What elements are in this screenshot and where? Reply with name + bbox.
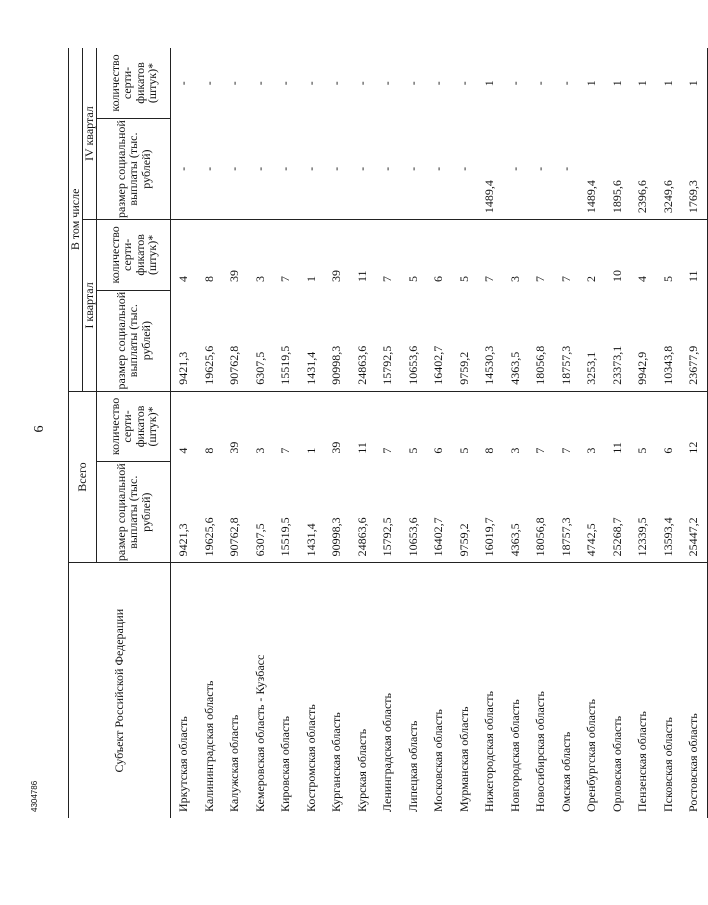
cell-total-count: 1 [299,391,325,461]
cell-q4-amount: - [507,166,522,171]
cell-q4-amount: - [329,166,344,171]
cell-q1-count: 3 [503,220,529,290]
cell-q4-amount: - [303,166,318,171]
cell-q1-amount: 15792,5 [380,345,395,385]
cell-q4-count: - [278,81,293,86]
cell-q1-amount: 3253,1 [584,351,599,385]
cell-total-amount: 24863,6 [354,517,369,557]
cell-q4-count: - [431,81,446,86]
cell-total-count: 8 [197,391,223,461]
cell-total-count: 39 [222,391,248,461]
header-q4-amount: размер социальной выплаты (тыс. рублей) [97,118,171,219]
cell-q4-amount: - [456,166,471,171]
cell-q1-count: 7 [528,220,554,290]
cell-q1-count: 39 [324,220,350,290]
header-q1: I квартал [83,220,97,392]
cell-q4-count: - [252,81,267,86]
table-row [503,48,529,818]
cell-q1-count: 10 [605,220,631,290]
cell-region: Липецкая область [401,563,427,818]
table-row [171,48,197,818]
header-q4-count: количество серти- фикатов (штук)* [97,48,171,118]
cell-total-count: 5 [630,391,656,461]
cell-q4-count: 1 [482,80,497,87]
cell-q1-amount: 18056,8 [533,345,548,385]
cell-q4-amount: - [533,166,548,171]
cell-q4-count: - [405,81,420,86]
cell-total-amount: 90762,8 [227,517,242,557]
table-row [197,48,223,818]
cell-q1-count: 5 [401,220,427,290]
cell-total-amount: 12339,5 [635,517,650,557]
table-header [69,48,171,818]
table-row [579,48,605,818]
cell-q4-count: 1 [609,80,624,87]
cell-q4-count: - [507,81,522,86]
cell-q1-count: 4 [630,220,656,290]
cell-q1-count: 11 [681,220,707,290]
cell-region: Оренбургская область [579,563,605,818]
cell-region: Московская область [426,563,452,818]
cell-q1-count: 7 [273,220,299,290]
cell-total-count: 7 [273,391,299,461]
table-row [273,48,299,818]
cell-q1-count: 6 [426,220,452,290]
cell-q4-amount: 1895,6 [609,180,624,214]
cell-q4-count: 1 [660,80,675,87]
header-total-amount: размер социальной выплаты (тыс. рублей) [97,462,171,563]
subsidy-table [68,48,708,818]
cell-total-count: 7 [375,391,401,461]
table-row [324,48,350,818]
cell-q1-amount: 90998,3 [329,345,344,385]
cell-region: Новосибирская область [528,563,554,818]
cell-region: Орловская область [605,563,631,818]
cell-q4-amount: 2396,6 [635,180,650,214]
cell-region: Нижегородская область [477,563,503,818]
cell-q1-amount: 9759,2 [456,351,471,385]
cell-q4-amount: - [278,166,293,171]
header-subject: Субъект Российской Федерации [69,563,171,818]
header-total: Всего [69,391,97,563]
cell-q1-amount: 10343,8 [660,345,675,385]
cell-q4-amount: - [252,166,267,171]
cell-q1-amount: 15519,5 [278,345,293,385]
cell-total-count: 11 [350,391,376,461]
cell-total-count: 8 [477,391,503,461]
header-total-count: количество серти- фикатов (штук)* [97,391,171,461]
cell-q1-count: 39 [222,220,248,290]
cell-total-count: 6 [656,391,682,461]
cell-q4-count: 1 [584,80,599,87]
cell-total-count: 7 [528,391,554,461]
cell-region: Кировская область [273,563,299,818]
table-row [299,48,325,818]
rotated-table-container [68,48,701,818]
cell-region: Калининградская область [197,563,223,818]
document-id: 4304786 [30,780,39,812]
cell-q4-amount: - [405,166,420,171]
cell-q4-count: - [354,81,369,86]
cell-q4-count: - [456,81,471,86]
cell-total-amount: 16019,7 [482,517,497,557]
cell-region: Пензенская область [630,563,656,818]
cell-total-amount: 10653,6 [405,517,420,557]
cell-q1-count: 7 [375,220,401,290]
page-number: 6 [32,425,47,433]
cell-total-count: 5 [401,391,427,461]
cell-q4-count: 1 [681,48,707,118]
cell-q1-amount: 14530,3 [482,345,497,385]
cell-total-amount: 90998,3 [329,517,344,557]
cell-region: Курская область [350,563,376,818]
cell-total-count: 3 [579,391,605,461]
cell-region: Иркутская область [171,563,197,818]
cell-total-amount: 15792,5 [380,517,395,557]
cell-q4-amount: - [354,166,369,171]
cell-q4-amount: 3249,6 [660,180,675,214]
table-row [222,48,248,818]
cell-region: Омская область [554,563,580,818]
cell-q1-count: 4 [171,220,197,290]
cell-total-amount: 25268,7 [609,517,624,557]
cell-q1-count: 2 [579,220,605,290]
cell-region: Мурманская область [452,563,478,818]
cell-q4-count: - [329,81,344,86]
cell-total-count: 3 [248,391,274,461]
cell-q4-count: - [227,81,242,86]
cell-region: Ленинградская область [375,563,401,818]
cell-q1-amount: 6307,5 [252,351,267,385]
cell-total-count: 11 [605,391,631,461]
cell-q1-count: 3 [248,220,274,290]
cell-q4-amount: - [380,166,395,171]
cell-q1-count: 5 [656,220,682,290]
cell-region: Кемеровская область - Кузбасс [248,563,274,818]
cell-total-count: 3 [503,391,529,461]
cell-total-amount: 4742,5 [584,523,599,557]
cell-total-count: 7 [554,391,580,461]
cell-q1-amount: 23677,9 [681,290,707,391]
table-row [656,48,682,818]
cell-region: Калужская область [222,563,248,818]
cell-region: Новгородская область [503,563,529,818]
header-including: В том числе [69,48,83,391]
table-row [375,48,401,818]
cell-q4-amount: 1769,3 [681,118,707,219]
header-q1-count: количество серти- фикатов (штук)* [97,220,171,290]
cell-q4-amount: - [227,166,242,171]
table-row [630,48,656,818]
cell-total-amount: 15519,5 [278,517,293,557]
table-row [426,48,452,818]
cell-q1-amount: 10653,6 [405,345,420,385]
header-q1-amount: размер социальной выплаты (тыс. рублей) [97,290,171,391]
cell-q4-amount: 1489,4 [584,180,599,214]
cell-q4-count: - [380,81,395,86]
table-row [452,48,478,818]
cell-total-amount: 13593,4 [660,517,675,557]
cell-q1-amount: 4363,5 [507,351,522,385]
cell-q4-amount: - [558,166,573,171]
table-row [605,48,631,818]
cell-q1-count: 11 [350,220,376,290]
cell-q1-amount: 16402,7 [431,345,446,385]
cell-q4-count: - [533,81,548,86]
table-row [477,48,503,818]
cell-total-amount: 9421,3 [176,523,190,557]
cell-q1-count: 1 [299,220,325,290]
cell-q1-amount: 23373,1 [609,345,624,385]
cell-q1-amount: 24863,6 [354,345,369,385]
cell-total-amount: 9759,2 [456,523,471,557]
table-row [350,48,376,818]
cell-total-amount: 6307,5 [252,523,267,557]
table-row [401,48,427,818]
cell-region: Псковская область [656,563,682,818]
table-row [248,48,274,818]
cell-total-count: 6 [426,391,452,461]
cell-total-amount: 25447,2 [681,462,707,563]
cell-region: Ростовская область [681,563,707,818]
cell-q4-count: - [303,81,318,86]
cell-q1-count: 7 [477,220,503,290]
cell-q4-amount: - [176,166,190,171]
cell-q1-count: 8 [197,220,223,290]
cell-total-count: 12 [681,391,707,461]
cell-q4-amount: 1489,4 [482,180,497,214]
cell-q4-count: - [558,81,573,86]
cell-q4-count: - [201,81,216,86]
cell-region: Курганская область [324,563,350,818]
cell-total-count: 39 [324,391,350,461]
cell-total-amount: 18757,3 [558,517,573,557]
cell-q1-count: 5 [452,220,478,290]
cell-q4-count: 1 [635,80,650,87]
cell-q1-amount: 9942,9 [635,351,650,385]
cell-total-amount: 16402,7 [431,517,446,557]
table-row [681,48,707,818]
cell-q1-amount: 1431,4 [303,351,318,385]
cell-total-count: 5 [452,391,478,461]
cell-q4-amount: - [431,166,446,171]
table-row [554,48,580,818]
cell-q1-amount: 90762,8 [227,345,242,385]
cell-total-amount: 4363,5 [507,523,522,557]
cell-total-count: 4 [171,391,197,461]
cell-total-amount: 19625,6 [201,517,216,557]
cell-q1-amount: 18757,3 [558,345,573,385]
cell-q4-amount: - [201,166,216,171]
cell-q4-count: - [176,81,190,86]
header-q4: IV квартал [83,48,97,220]
cell-q1-amount: 9421,3 [176,351,190,385]
table-row [528,48,554,818]
table-body [171,48,708,818]
cell-region: Костромская область [299,563,325,818]
cell-q1-amount: 19625,6 [201,345,216,385]
cell-total-amount: 1431,4 [303,523,318,557]
cell-q1-count: 7 [554,220,580,290]
cell-total-amount: 18056,8 [533,517,548,557]
